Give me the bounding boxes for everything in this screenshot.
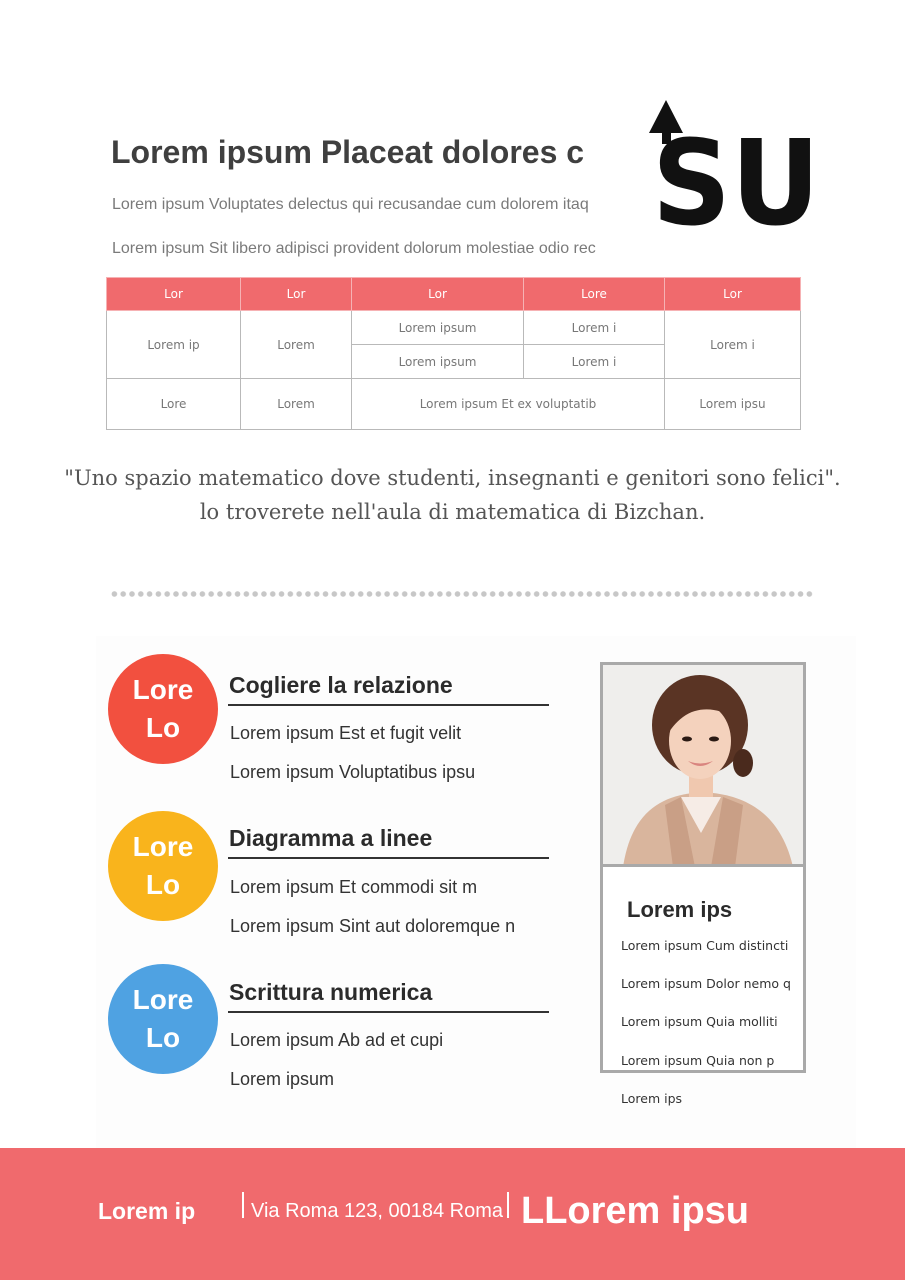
- table-cell: Lorem: [241, 311, 352, 379]
- section-item: Lorem ipsum Sint aut doloremque n: [230, 916, 516, 936]
- section-underline: [228, 1011, 549, 1013]
- table-cell: Lorem i: [524, 345, 665, 379]
- badge-text: Lo: [145, 712, 181, 743]
- page-subtitle: Lorem ipsum Voluptates delectus qui recusandae cum dolorem itaq: [112, 196, 589, 213]
- profile-item: Lorem ipsum Cum distincti: [621, 938, 789, 953]
- quote-line: "Uno spazio matematico dove studenti, insegnanti e genitori sono felici".: [64, 466, 841, 490]
- section-item: Lorem ipsum Est et fugit velit: [230, 723, 462, 743]
- footer-separator: [242, 1192, 244, 1218]
- table-cell: Lorem i: [665, 311, 801, 379]
- section-badge: [108, 964, 218, 1074]
- section-item: Lorem ipsum Voluptatibus ipsu: [230, 762, 476, 782]
- section-badge: [108, 654, 218, 764]
- section-item: Lorem ipsum: [230, 1069, 335, 1089]
- profile-item: Lorem ipsum Dolor nemo q: [621, 976, 791, 991]
- section-title: Cogliere la relazione: [229, 672, 453, 698]
- table-cell: Lorem i: [524, 311, 665, 345]
- table-header-cell: Lor: [352, 278, 524, 311]
- page-title: Lorem ipsum Placeat dolores c: [111, 134, 585, 170]
- profile-photo: [603, 665, 803, 867]
- footer-separator: [507, 1192, 509, 1218]
- badge-text: Lore: [132, 674, 194, 705]
- info-table: [106, 277, 801, 430]
- table-cell: Lorem ipsu: [665, 379, 801, 430]
- badge-text: Lore: [132, 984, 194, 1015]
- section-item: Lorem ipsum Ab ad et cupi: [230, 1030, 444, 1050]
- section-item: Lorem ipsum Et commodi sit m: [230, 877, 478, 897]
- badge-text: Lo: [145, 1022, 181, 1053]
- profile-item: Lorem ipsum Quia non p: [621, 1053, 775, 1068]
- table-cell: Lorem ipsum: [352, 345, 524, 379]
- profile-item: Lorem ips: [621, 1091, 683, 1106]
- section-title: Scrittura numerica: [229, 979, 433, 1005]
- section-badge: [108, 811, 218, 921]
- table-cell: Lorem ipsum Et ex voluptatib: [352, 379, 665, 430]
- table-header-cell: Lor: [107, 278, 241, 311]
- table-row: [107, 379, 801, 430]
- logo-text: SU: [652, 114, 820, 236]
- section-underline: [228, 857, 549, 859]
- dotted-divider: [110, 590, 814, 598]
- su-logo: [648, 96, 823, 236]
- table-cell: Lorem ip: [107, 311, 241, 379]
- section-underline: [228, 704, 549, 706]
- table-cell: Lorem ipsum: [352, 311, 524, 345]
- quote-line: lo troverete nell'aula di matematica di Bizchan.: [199, 500, 706, 524]
- table-header-cell: Lore: [524, 278, 665, 311]
- person-illustration: [603, 665, 803, 867]
- badge-text: Lo: [145, 869, 181, 900]
- table-cell: Lore: [107, 379, 241, 430]
- footer-address: Via Roma 123, 00184 Roma: [251, 1200, 504, 1222]
- footer: [0, 1148, 905, 1280]
- table-header-cell: Lor: [665, 278, 801, 311]
- profile-card: [600, 662, 806, 1073]
- table-row: [107, 311, 801, 345]
- footer-tagline: LLorem ipsu: [521, 1190, 750, 1232]
- table-header-row: [107, 278, 801, 311]
- table-header-cell: Lor: [241, 278, 352, 311]
- profile-item: Lorem ipsum Quia molliti: [621, 1014, 778, 1029]
- table-cell: Lorem: [241, 379, 352, 430]
- page-subtitle: Lorem ipsum Sit libero adipisci provident dolorum molestiae odio rec: [112, 240, 596, 257]
- badge-text: Lore: [132, 831, 194, 862]
- profile-title: Lorem ips: [627, 897, 733, 922]
- section-title: Diagramma a linee: [229, 825, 433, 851]
- footer-brand: Lorem ip: [98, 1198, 196, 1224]
